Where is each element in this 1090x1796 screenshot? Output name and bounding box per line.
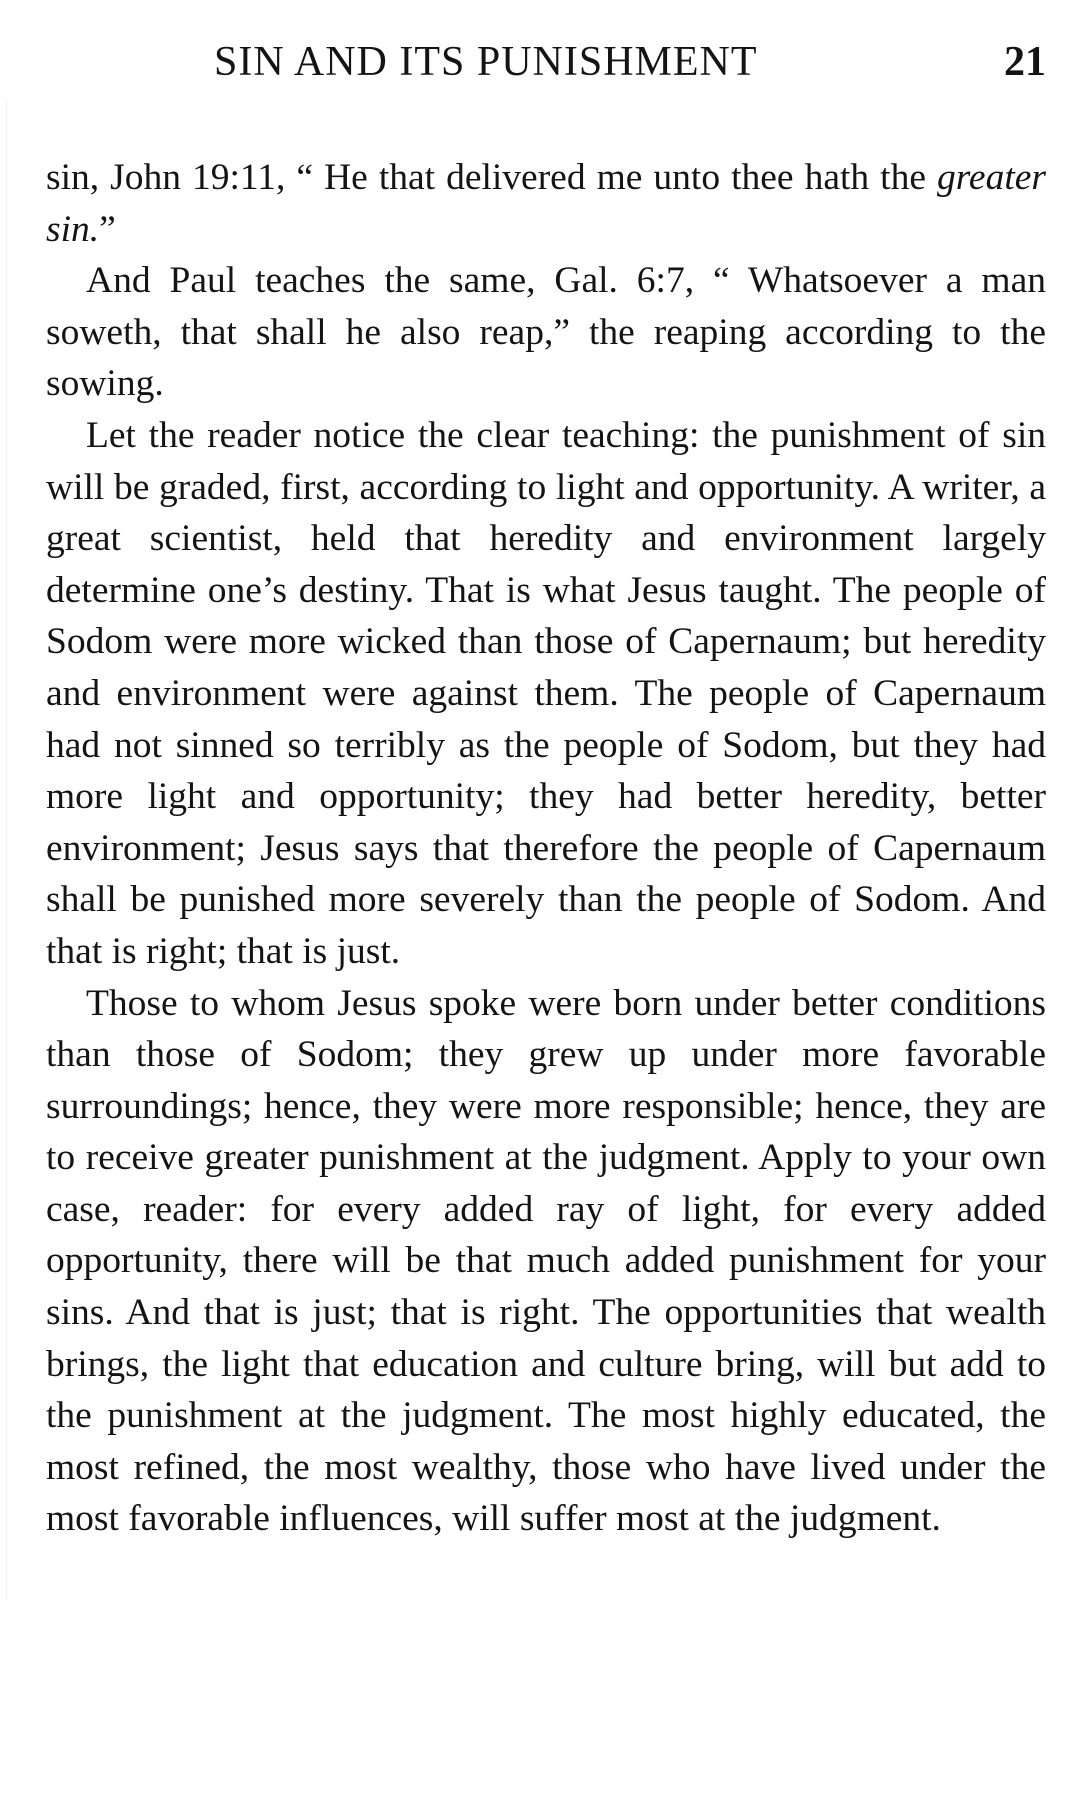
running-title: SIN AND ITS PUNISHMENT <box>214 39 758 85</box>
emphasized-phrase: greater sin. <box>46 157 1046 250</box>
page-number: 21 <box>1004 39 1046 85</box>
paragraph: Let the reader notice the clear teaching: the punishment of sin will be graded, first, according to light and opportunity. A writer, a great scientist, held that heredity and environment largely determine one’s destiny. That is what Jesus taught. The people of Sodom were more wicked than those of Capernaum; but heredity and environment were against them. The people of Capernaum had not sinned so terribly as the people of Sodom, but they had more light and opportunity; they had better heredity, better environment; Jesus says that therefore the people of Capernaum shall be punished more severely than the people of Sodom. And that is right; that is just. <box>46 414 1046 972</box>
paragraph-text: sin, John 19:11, “ He that delivered me unto thee hath the <box>46 157 937 198</box>
paragraph: Those to whom Jesus spoke were born under better conditions than those of Sodom; they grew up under more favorable surroundings; hence, they were more responsible; hence, they are to receive greater punishment at the judgment. Apply to your own case, reader: for every added ray of light, for every added opportunity, there will be that much added punishment for your sins. And that is just; that is right. The opportunities that wealth brings, the light that education and culture bring, will but add to the punishment at the judgment. The most highly educated, the most refined, the most wealthy, those who have lived under the most favorable influences, will suffer most at the judgment. <box>46 982 1046 1540</box>
running-head <box>46 30 1046 100</box>
paragraph: And Paul teaches the same, Gal. 6:7, “ Whatsoever a man soweth, that shall he also reap,” the reaping according to the sowing. <box>46 260 1046 405</box>
book-page <box>46 30 1046 1545</box>
paragraph-continuation <box>46 152 1046 255</box>
body-text <box>46 152 1046 1545</box>
page-edge-shadow <box>6 100 7 1600</box>
closing-quote: ” <box>99 208 116 250</box>
